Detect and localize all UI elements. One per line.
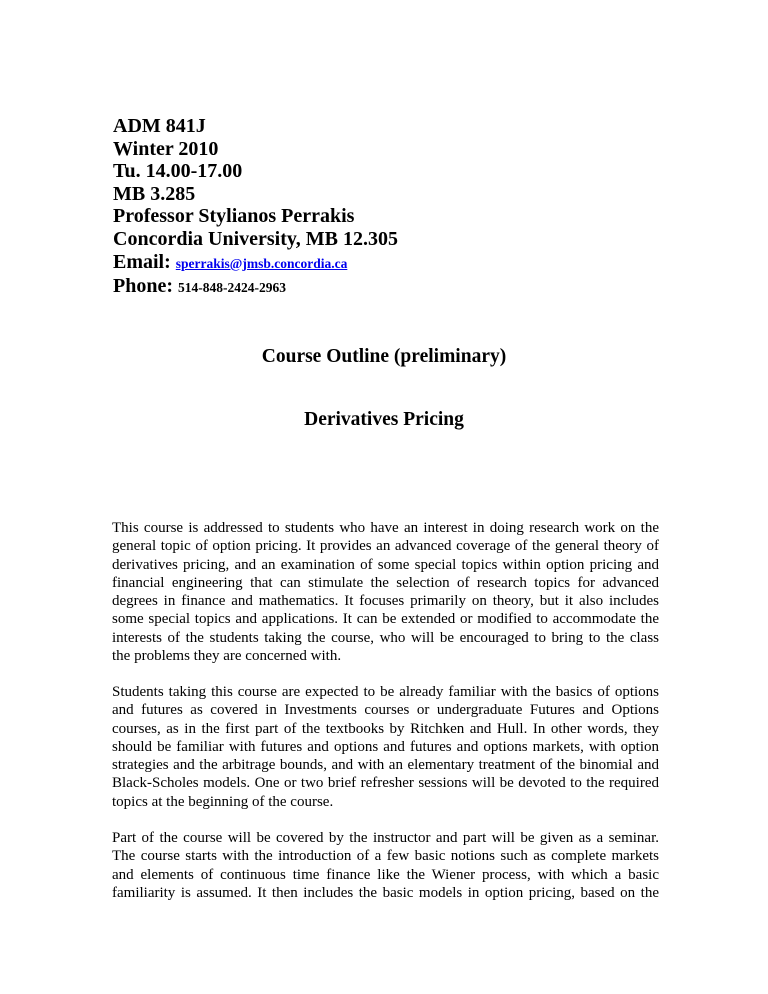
course-header	[113, 115, 398, 300]
course-code: ADM 841J	[113, 115, 206, 137]
text-line: derivatives pricing, and an examination of some special topics within option pricing and	[112, 556, 659, 573]
text-line: and elements of continuous time finance like the Wiener process, with which a basic	[112, 866, 659, 883]
course-time: Tu. 14.00-17.00	[113, 160, 243, 183]
phone-number: 514-848-2424-2963	[178, 280, 286, 296]
text-line: Part of the course will be covered by the instructor and part will be given as a seminar.	[112, 830, 659, 846]
professor-name: Professor Stylianos Perrakis	[113, 205, 355, 228]
document-title: Course Outline (preliminary)	[261, 346, 507, 367]
course-room: MB 3.285	[113, 182, 196, 205]
text-line: the problems they are concerned with.	[112, 648, 342, 665]
text-line: degrees in finance and mathematics. It focuses primarily on theory, but it also includes	[112, 593, 659, 610]
text-line: Students taking this course are expected to be already familiar with the basics of options	[112, 684, 659, 700]
email-label: Email:	[113, 250, 171, 273]
course-term: Winter 2010	[113, 137, 219, 160]
text-line: strategies and the arbitrage bounds, and with an elementary treatment of the binomial and	[112, 757, 659, 774]
text-line: courses, as in the first part of the textbooks by Ritchken and Hull. In other words, they	[112, 720, 659, 737]
paragraph-3	[112, 829, 659, 902]
text-line: familiarity is assumed. It then includes the basic models in option pricing, based on the	[112, 884, 659, 901]
text-line: interests of the students taking the course, who will be encouraged to bring to the class	[112, 629, 659, 646]
text-line: and futures as covered in Investments courses or undergraduate Futures and Options	[112, 702, 659, 719]
text-line: This course is addressed to students who have an interest in doing research work on the	[112, 520, 659, 536]
paragraph-1	[112, 519, 659, 665]
phone-label: Phone:	[113, 275, 173, 298]
text-line: The course starts with the introduction of a few basic notions such as complete markets	[112, 848, 659, 865]
document-subtitle: Derivatives Pricing	[304, 409, 464, 430]
phone-row	[113, 275, 398, 300]
text-line: some special topics and applications. It can be extended or modified to accommodate the	[112, 611, 659, 628]
text-line: topics at the beginning of the course.	[112, 793, 334, 810]
text-line: should be familiar with futures and options and futures and options markets, with option	[112, 738, 659, 755]
text-line: general topic of option pricing. It provides an advanced coverage of the general theory of	[112, 538, 659, 555]
text-line: financial engineering that can stimulate the selection of research topics for advanced	[112, 574, 659, 591]
email-link[interactable]: sperrakis@jmsb.concordia.ca	[175, 255, 348, 271]
email-row	[113, 251, 398, 276]
paragraph-2	[112, 683, 659, 811]
professor-office: Concordia University, MB 12.305	[113, 227, 398, 250]
text-line: Black-Scholes models. One or two brief refresher sessions will be devoted to the required	[112, 775, 659, 792]
